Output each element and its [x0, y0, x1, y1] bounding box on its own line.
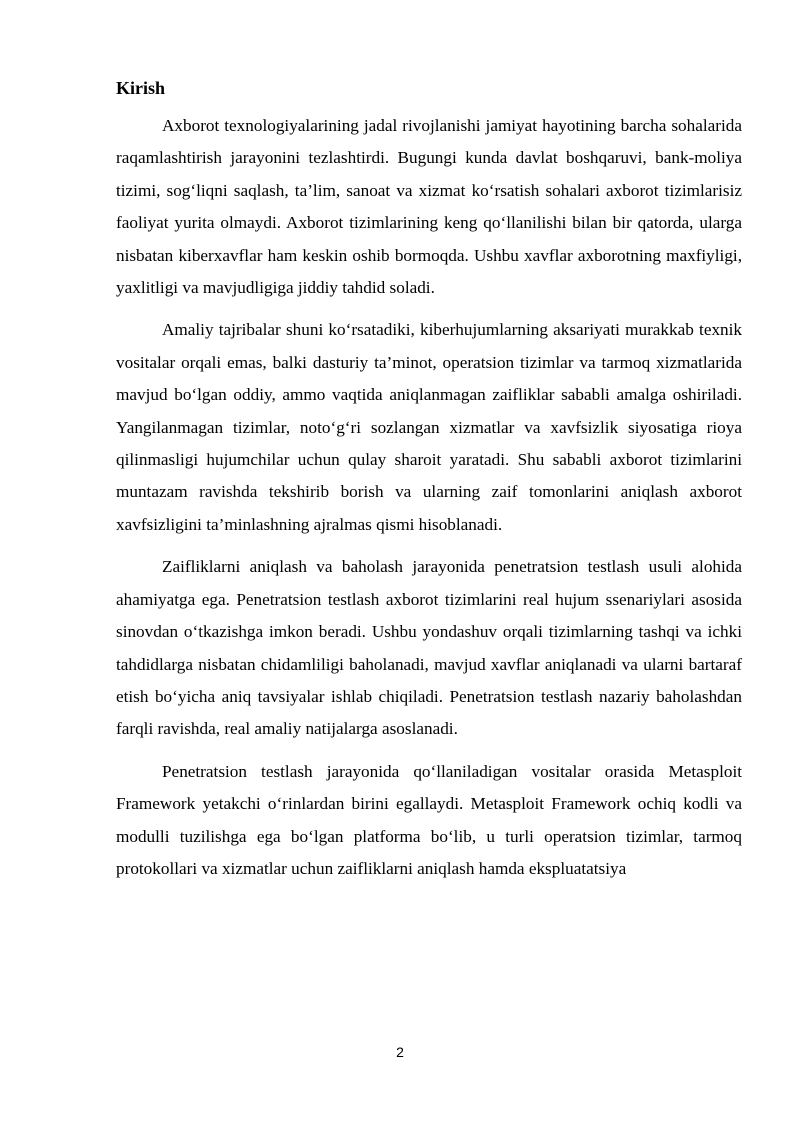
paragraph-1: Axborot texnologiyalarining jadal rivojlanishi jamiyat hayotining barcha sohalarida raqamlashtirish jarayonini tezlashtirdi. Bugungi kunda davlat boshqaruvi, bank-moliya tizimi, sog‘liqni saqlash, ta’lim, sanoat va xizmat ko‘rsatish sohalari axborot tizimlarisiz faoliyat yurita olmaydi. Axborot tizimlarining keng qo‘llanilishi bilan bir qatorda, ularga nisbatan kiberxavflar ham keskin oshib bormoqda. Ushbu xavflar axborotning maxfiyligi, yaxlitligi va mavjudligiga jiddiy tahdid soladi.	[116, 116, 742, 298]
page-number: 2	[396, 1044, 404, 1060]
section-heading: Kirish	[116, 78, 166, 98]
paragraph-2: Amaliy tajribalar shuni ko‘rsatadiki, kiberhujumlarning aksariyati murakkab texnik vositalar orqali emas, balki dasturiy ta’minot, operatsion tizimlar va tarmoq xizmatlarida mavjud bo‘lgan oddiy, ammo vaqtida aniqlanmagan zaifliklar sababli amalga oshiriladi. Yangilanmagan tizimlar, noto‘g‘ri sozlangan xizmatlar va xavfsizlik siyosatiga rioya qilinmasligi hujumchilar uchun qulay sharoit yaratadi. Shu sababli axborot tizimlarini muntazam ravishda tekshirib borish va ularning zaif tomonlarini aniqlash axborot xavfsizligini ta’minlashning ajralmas qismi hisoblanadi.	[116, 320, 742, 534]
paragraph-3: Zaifliklarni aniqlash va baholash jarayonida penetratsion testlash usuli alohida ahamiyatga ega. Penetratsion testlash axborot tizimlarini real hujum ssenariylari asosida sinovdan o‘tkazishga imkon beradi. Ushbu yondashuv orqali tizimlarning tashqi va ichki tahdidlarga nisbatan chidamliligi baholanadi, mavjud xavflar aniqlanadi va ularni bartaraf etish bo‘yicha aniq tavsiyalar ishlab chiqiladi. Penetratsion testlash nazariy baholashdan farqli ravishda, real amaliy natijalarga asoslanadi.	[116, 557, 742, 739]
document-page	[116, 72, 742, 895]
paragraph-4: Penetratsion testlash jarayonida qo‘llaniladigan vositalar orasida Metasploit Framework yetakchi o‘rinlardan birini egallaydi. Metasploit Framework ochiq kodli va modulli tuzilishga ega bo‘lgan platforma bo‘lib, u turli operatsion tizimlar, tarmoq protokollari va xizmatlar uchun zaifliklarni aniqlash hamda ekspluatatsiya	[116, 761, 742, 878]
